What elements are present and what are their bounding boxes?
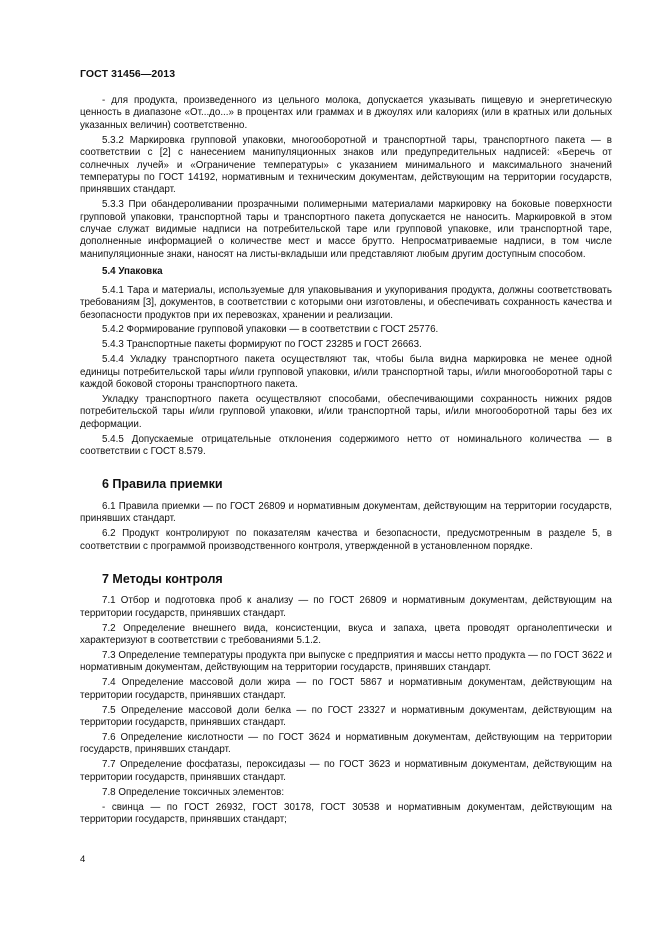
paragraph: 7.6 Определение кислотности — по ГОСТ 3624 и нормативным документам, действующим на территории государств, принявших стандарт. — [80, 731, 612, 756]
paragraph: 5.4.4 Укладку транспортного пакета осуществляют так, чтобы была видна маркировка не менее одной единицы потребительской тары и/или групповой упаковки, и/или транспортной тары, и/или многооборотной тары с каждой боковой стороны транспортного пакета. — [80, 354, 612, 391]
paragraph: 5.4.1 Тара и материалы, используемые для упаковывания и укупоривания продукта, должны соответствовать требованиям [3], документов, в соответствии с которыми они изготовлены, и обеспечивать сохранность качества и безопасности продуктов при их перевозках, хранении и реализации. — [80, 284, 612, 321]
paragraph: 6.1 Правила приемки — по ГОСТ 26809 и нормативным документам, действующим на территории государств, принявших стандарт. — [80, 500, 612, 525]
page-number: 4 — [80, 854, 86, 865]
paragraph: 5.3.3 При обандероливании прозрачными полимерными материалами маркировку на боковые поверхности групповой упаковки, транспортной тары и транспортного пакета допускается не наносить. Маркировкой в этом случае служат видимые надписи на потребительской таре или групповой упаковке, или транспортной таре, дополненные информацией о количестве мест и массе брутто. Непросматриваемые надписи, в том числе манипуляционные знаки, наносят на листы-вкладыши или представляют любым другим доступным способом. — [80, 199, 612, 260]
paragraph: 5.3.2 Маркировка групповой упаковки, многооборотной и транспортной тары, транспортного пакета — в соответствии с [2] с нанесением манипуляционных знаков или предупредительных надписей: «Беречь от солнечных лучей» и «Ограничение температуры» с указанием минимального и максимального значений температуры по ГОСТ 14192, нормативным и техническим документам, действующим на территории государств, принявших стандарт. — [80, 134, 612, 196]
document-body — [80, 95, 612, 826]
paragraph: 7.3 Определение температуры продукта при выпуске с предприятия и массы нетто продукта — по ГОСТ 3622 и нормативным документам, действующим на территории государств, принявших стандарт. — [80, 650, 612, 674]
paragraph: 7.2 Определение внешнего вида, консистенции, вкуса и запаха, цвета проводят органолептически и характеризуют в соответствии с требованиями 5.1.2. — [80, 622, 612, 647]
paragraph: 7.7 Определение фосфатазы, пероксидазы — по ГОСТ 3623 и нормативным документам, действующим на территории государств, принявших стандарт. — [80, 759, 612, 783]
paragraph: 7.5 Определение массовой доли белка — по ГОСТ 23327 и нормативным документам, действующим на территории государств, принявших стандарт. — [80, 704, 612, 729]
paragraph: 7.1 Отбор и подготовка проб к анализу — по ГОСТ 26809 и нормативным документам, действующим на территории государств, принявших стандарт. — [80, 595, 612, 619]
section-heading-6: 6 Правила приемки — [102, 477, 223, 492]
paragraph: 5.4.5 Допускаемые отрицательные отклонения содержимого нетто от номинального количества — в соответствии с ГОСТ 8.579. — [80, 433, 612, 458]
document-header: ГОСТ 31456—2013 — [80, 68, 176, 80]
paragraph: 5.4.2 Формирование групповой упаковки — в соответствии с ГОСТ 25776. — [102, 324, 439, 336]
paragraph: - для продукта, произведенного из цельного молока, допускается указывать пищевую и энергетическую ценность в диапазоне «От...до...» в процентах или граммах и в джоулях или калориях (или в кратных или дольных указанных величин) соответственно. — [80, 95, 612, 131]
paragraph: 7.8 Определение токсичных элементов: — [102, 786, 285, 798]
paragraph: 7.4 Определение массовой доли жира — по ГОСТ 5867 и нормативным документам, действующим на территории государств, принявших стандарт. — [80, 677, 612, 701]
paragraph: 5.4.3 Транспортные пакеты формируют по ГОСТ 23285 и ГОСТ 26663. — [102, 339, 422, 351]
paragraph: Укладку транспортного пакета осуществляют способами, обеспечивающими сохранность нижних рядов потребительской тары и/или групповой упаковки, и/или транспортной тары, и/или многооборотной тары без их деформации. — [80, 393, 612, 430]
paragraph: - свинца — по ГОСТ 26932, ГОСТ 30178, ГОСТ 30538 и нормативным документам, действующим на территории государств, принявших стандарт; — [80, 801, 612, 825]
section-heading-7: 7 Методы контроля — [102, 572, 223, 586]
subsection-heading-5-4: 5.4 Упаковка — [102, 266, 163, 278]
paragraph: 6.2 Продукт контролируют по показателям качества и безопасности, предусмотренным в разделе 5, в соответствии с программой производственного контроля, утвержденной в установленном порядке. — [80, 528, 612, 552]
